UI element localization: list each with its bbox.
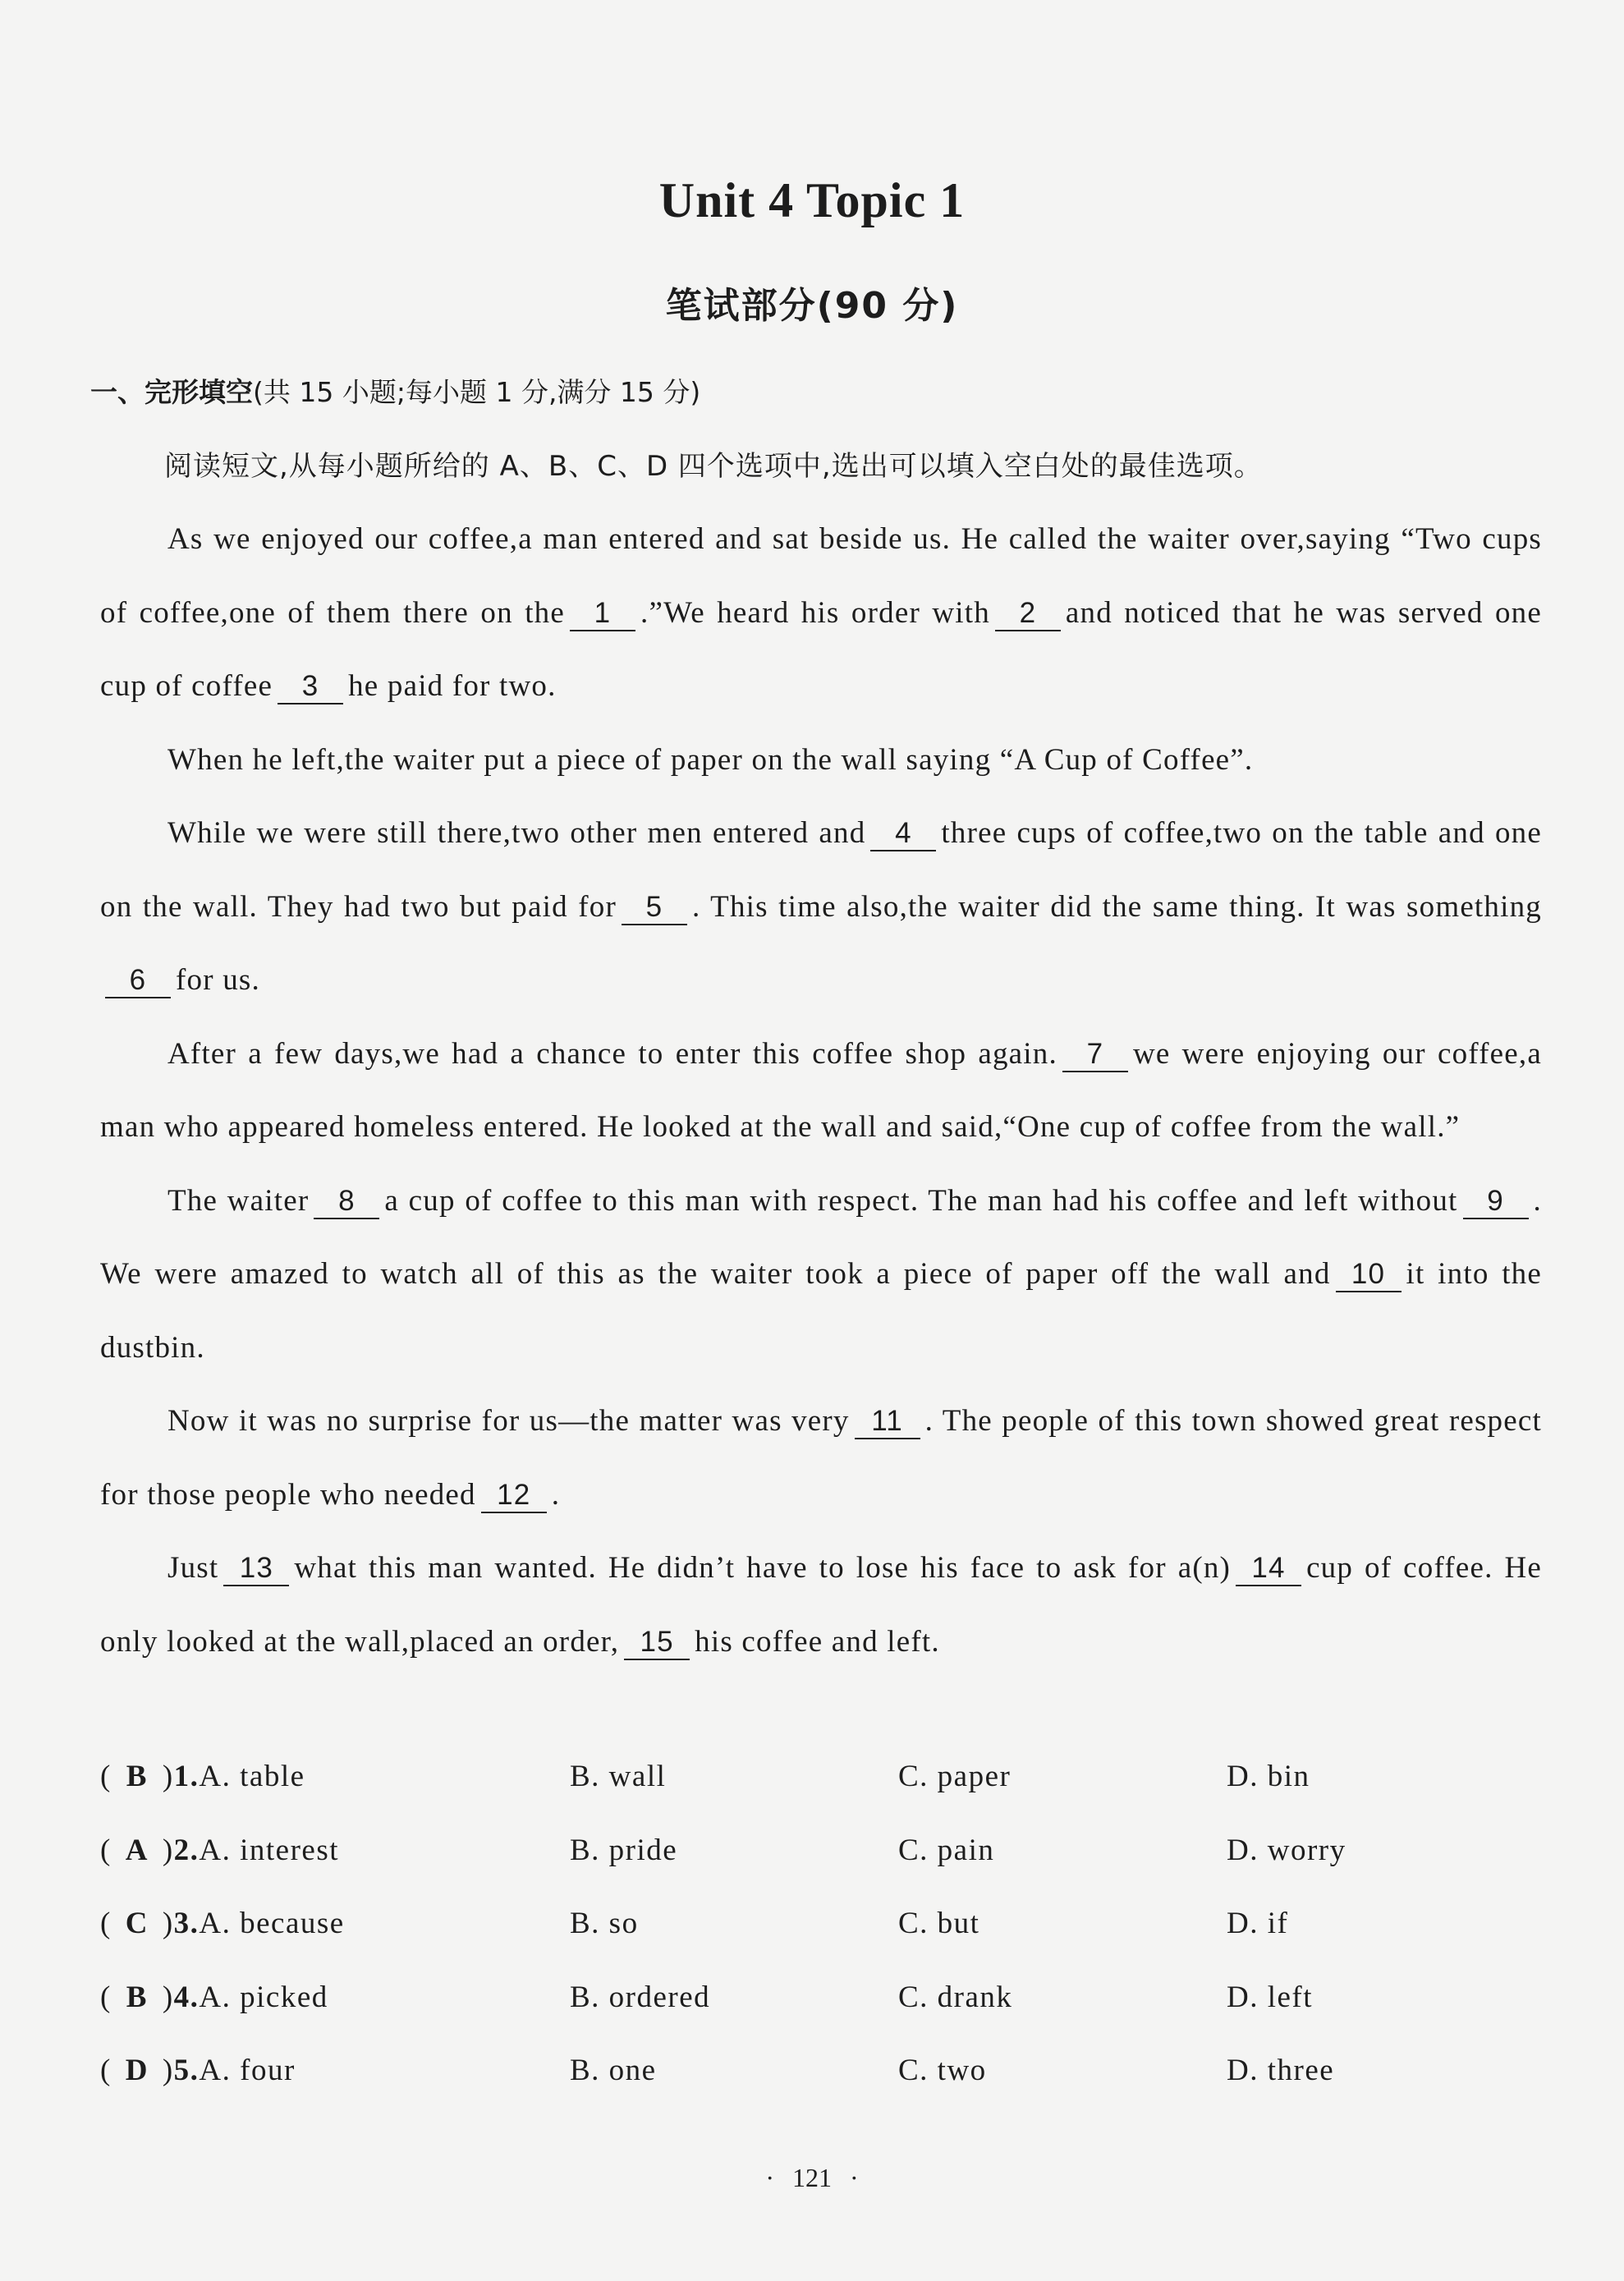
section-note: (共 15 小题;每小题 1 分,满分 15 分) xyxy=(253,376,701,408)
answer-letter: A xyxy=(125,1833,149,1867)
option-b: B. ordered xyxy=(570,1980,711,2014)
passage-text: for us. xyxy=(176,963,260,997)
passage-paragraph xyxy=(100,1164,1542,1385)
blank-11: 11 xyxy=(855,1405,920,1439)
passage-text: cup of coffee. He only looked at the wall,placed an order, xyxy=(100,1551,1542,1659)
question-row xyxy=(100,1894,1545,1968)
option-d: D. worry xyxy=(1227,1833,1346,1867)
section-instruction: 阅读短文,从每小题所给的 A、B、C、D 四个选项中,选出可以填入空白处的最佳选项。 xyxy=(164,450,1263,483)
option-c: C. pain xyxy=(898,1833,995,1867)
passage-paragraph xyxy=(100,1384,1542,1531)
passage-paragraph xyxy=(100,1531,1542,1678)
passage-paragraph xyxy=(100,723,1542,797)
passage-text: what this man wanted. He didn’t have to lose his face to ask for a(n) xyxy=(294,1551,1232,1585)
blank-15: 15 xyxy=(624,1626,690,1660)
blank-14: 14 xyxy=(1236,1552,1301,1586)
option-d: D. three xyxy=(1227,2054,1335,2087)
section-heading xyxy=(90,371,700,410)
blank-8: 8 xyxy=(314,1185,379,1219)
question-number: 5. xyxy=(173,2054,200,2087)
option-b: B. so xyxy=(570,1907,639,1940)
page-subtitle: 笔试部分(90 分) xyxy=(665,285,959,327)
question-stem: ( A )2.A. interest xyxy=(100,1833,340,1867)
blank-12: 12 xyxy=(481,1479,547,1513)
option-a: A. interest xyxy=(199,1833,340,1867)
section-title: 一、完形填空 xyxy=(90,376,253,408)
passage-text: it into the dustbin. xyxy=(100,1257,1542,1365)
passage-paragraph xyxy=(100,796,1542,1017)
passage-text: three cups of coffee,two on the table and one on the wall. They had two but paid for xyxy=(100,816,1542,924)
question-list xyxy=(100,1747,1545,2115)
passage-text: his coffee and left. xyxy=(695,1624,940,1659)
passage-text: As we enjoyed our coffee,a man entered and sat beside us. He called the waiter over,saying “Two cups of coffee,one of them there on the xyxy=(100,522,1542,630)
option-b: B. one xyxy=(570,2054,657,2087)
page-title: Unit 4 Topic 1 xyxy=(658,173,966,227)
page-dot-right: · xyxy=(850,2163,859,2192)
passage-text: . xyxy=(551,1477,561,1512)
option-d: D. bin xyxy=(1227,1760,1310,1793)
answer-letter: B xyxy=(126,1980,148,2014)
question-number: 3. xyxy=(173,1907,200,1940)
passage-text: The waiter xyxy=(167,1183,310,1218)
blank-5: 5 xyxy=(622,891,687,925)
option-b: B. wall xyxy=(570,1760,667,1793)
blank-6: 6 xyxy=(105,964,171,998)
passage-text: Just xyxy=(167,1551,219,1585)
question-number: 1. xyxy=(173,1760,200,1793)
passage-text: When he left,the waiter put a piece of paper on the wall saying “A Cup of Coffee”. xyxy=(167,742,1254,777)
passage-text: and noticed that he was served one cup of coffee xyxy=(100,595,1542,703)
option-d: D. left xyxy=(1227,1980,1314,2014)
option-b: B. pride xyxy=(570,1833,678,1867)
blank-2: 2 xyxy=(995,597,1061,631)
passage-paragraph xyxy=(100,503,1542,723)
option-d: D. if xyxy=(1227,1907,1289,1940)
option-a: A. picked xyxy=(199,1980,328,2014)
question-number: 2. xyxy=(173,1833,200,1867)
passage-text: While we were still there,two other men entered and xyxy=(167,816,866,850)
question-row xyxy=(100,1747,1545,1821)
answer-letter: D xyxy=(125,2054,149,2087)
question-stem: ( D )5.A. four xyxy=(100,2054,296,2087)
passage-paragraph xyxy=(100,1017,1542,1164)
option-a: A. because xyxy=(199,1907,345,1940)
blank-7: 7 xyxy=(1062,1038,1128,1072)
question-stem: ( C )3.A. because xyxy=(100,1907,345,1940)
cloze-passage xyxy=(100,503,1542,1678)
question-row xyxy=(100,1968,1545,2042)
blank-9: 9 xyxy=(1463,1185,1529,1219)
passage-text: he paid for two. xyxy=(348,669,557,703)
blank-10: 10 xyxy=(1336,1258,1402,1292)
option-c: C. drank xyxy=(898,1980,1013,2014)
page-dot-left: · xyxy=(765,2163,774,2192)
question-number: 4. xyxy=(173,1980,200,2014)
question-stem: ( B )4.A. picked xyxy=(100,1980,328,2014)
page-number xyxy=(0,2163,1624,2193)
question-stem: ( B )1.A. table xyxy=(100,1760,305,1793)
option-a: A. four xyxy=(199,2054,296,2087)
passage-text: . This time also,the waiter did the same thing. It was something xyxy=(691,889,1542,924)
option-c: C. paper xyxy=(898,1760,1012,1793)
blank-3: 3 xyxy=(278,670,343,704)
answer-letter: C xyxy=(125,1907,149,1940)
passage-text: . We were amazed to watch all of this as the waiter took a piece of paper off the wall and xyxy=(100,1183,1542,1291)
passage-text: we were enjoying our coffee,a man who appeared homeless entered. He looked at the wall and said,“One cup of coffee from the wall.” xyxy=(100,1036,1542,1144)
passage-text: Now it was no surprise for us—the matter was very xyxy=(167,1404,850,1438)
passage-text: a cup of coffee to this man with respect. The man had his coffee and left without xyxy=(384,1183,1458,1218)
passage-text: After a few days,we had a chance to enter this coffee shop again. xyxy=(167,1036,1057,1071)
passage-text: . The people of this town showed great respect for those people who needed xyxy=(100,1404,1542,1512)
question-row xyxy=(100,1821,1545,1895)
answer-letter: B xyxy=(126,1760,148,1793)
option-c: C. two xyxy=(898,2054,987,2087)
option-a: A. table xyxy=(199,1760,305,1793)
blank-1: 1 xyxy=(570,597,635,631)
question-row xyxy=(100,2041,1545,2115)
passage-text: .”We heard his order with xyxy=(640,595,990,630)
blank-4: 4 xyxy=(870,817,936,851)
option-c: C. but xyxy=(898,1907,980,1940)
page-number-value: 121 xyxy=(792,2163,832,2192)
blank-13: 13 xyxy=(223,1552,289,1586)
